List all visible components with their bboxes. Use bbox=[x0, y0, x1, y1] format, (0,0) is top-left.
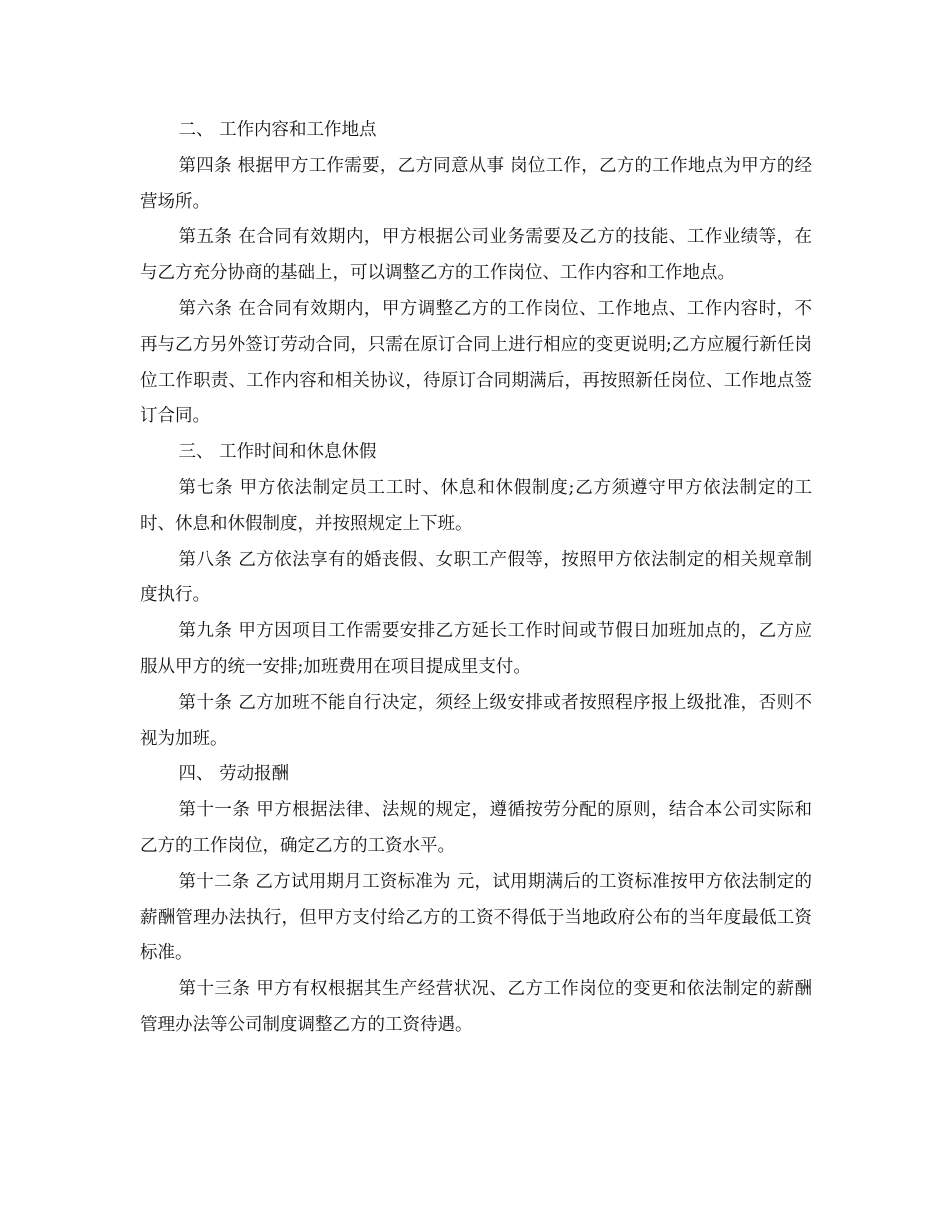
section-heading-work-content: 二、 工作内容和工作地点 bbox=[178, 120, 377, 140]
article-13: 第十三条 甲方有权根据其生产经营状况、乙方工作岗位的变更和依法制定的薪酬管理办法等公司制度调整乙方的工资待遇。 bbox=[140, 979, 812, 1035]
section-heading-work-time: 三、 工作时间和休息休假 bbox=[178, 442, 377, 463]
document-body bbox=[140, 113, 812, 1044]
article-6: 第六条 在合同有效期内，甲方调整乙方的工作岗位、工作地点、工作内容时，不再与乙方另外签订劳动合同，只需在原订合同上进行相应的变更说明;乙方应履行新任岗位工作职责、工作内容和相关协议，待原订合同期满后，再按照新任岗位、工作地点签订合同。 bbox=[140, 298, 812, 427]
article-4: 第四条 根据甲方工作需要，乙方同意从事 岗位工作，乙方的工作地点为甲方的经营场所。 bbox=[140, 155, 812, 212]
article-9: 第九条 甲方因项目工作需要安排乙方延长工作时间或节假日加班加点的，乙方应服从甲方的统一安排;加班费用在项目提成里支付。 bbox=[140, 621, 812, 677]
article-12: 第十二条 乙方试用期月工资标准为 元，试用期满后的工资标准按甲方依法制定的薪酬管理办法执行，但甲方支付给乙方的工资不得低于当地政府公布的当年度最低工资标准。 bbox=[140, 871, 812, 964]
article-11: 第十一条 甲方根据法律、法规的规定，遵循按劳分配的原则，结合本公司实际和乙方的工作岗位，确定乙方的工资水平。 bbox=[140, 800, 812, 856]
article-7: 第七条 甲方依法制定员工工时、休息和休假制度;乙方须遵守甲方依法制定的工时、休息和休假制度，并按照规定上下班。 bbox=[140, 477, 812, 534]
article-5: 第五条 在合同有效期内，甲方根据公司业务需要及乙方的技能、工作业绩等，在与乙方充分协商的基础上，可以调整乙方的工作岗位、工作内容和工作地点。 bbox=[140, 227, 812, 284]
section-heading-remuneration: 四、 劳动报酬 bbox=[178, 764, 290, 785]
article-8: 第八条 乙方依法享有的婚丧假、女职工产假等，按照甲方依法制定的相关规章制度执行。 bbox=[140, 549, 812, 606]
article-10: 第十条 乙方加班不能自行决定，须经上级安排或者按照程序报上级批准，否则不视为加班。 bbox=[140, 692, 812, 749]
